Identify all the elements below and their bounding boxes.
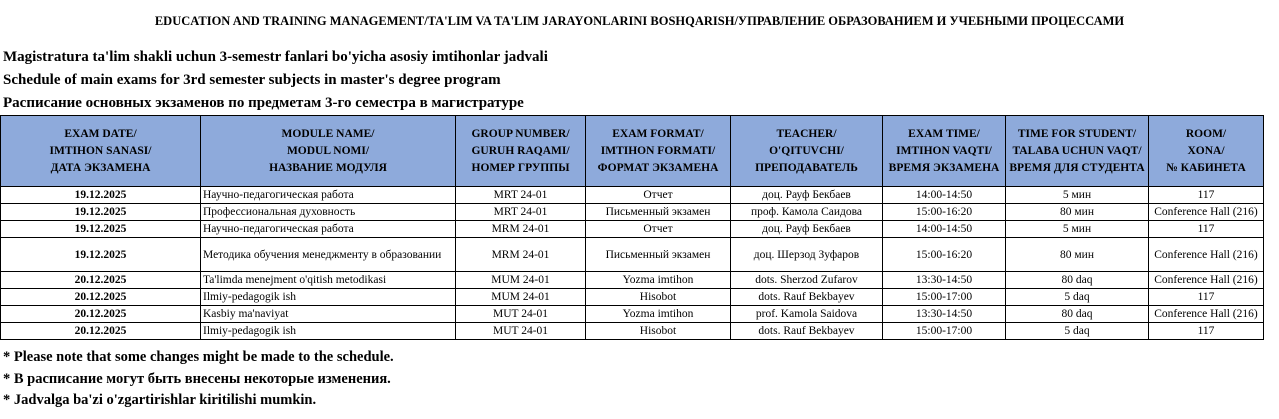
column-header-line: TALABA UCHUN VAQT/	[1012, 144, 1142, 157]
room-cell: Conference Hall (216)	[1149, 204, 1264, 221]
note-ru: * В расписание могут быть внесены некоторые изменения.	[3, 371, 391, 387]
module-name-cell: Ilmiy-pedagogik ish	[201, 289, 456, 306]
column-header-line: GROUP NUMBER/	[471, 127, 570, 140]
teacher-cell: dots. Sherzod Zufarov	[731, 272, 883, 289]
table-row	[1, 221, 1264, 238]
exam-format-cell: Отчет	[586, 221, 731, 238]
exam-format-cell: Yozma imtihon	[586, 306, 731, 323]
group-number-cell: MRT 24-01	[456, 204, 586, 221]
exam-format-cell: Hisobot	[586, 323, 731, 340]
exam-date-cell: 20.12.2025	[1, 272, 201, 289]
exam-time-cell: 15:00-16:20	[883, 204, 1006, 221]
column-header-line: НОМЕР ГРУППЫ	[471, 161, 570, 174]
teacher-cell: проф. Камола Саидова	[731, 204, 883, 221]
time-for-student-cell: 5 мин	[1006, 221, 1149, 238]
module-name-cell: Ilmiy-pedagogik ish	[201, 323, 456, 340]
exam-time-cell: 13:30-14:50	[883, 306, 1006, 323]
group-number-cell: MUT 24-01	[456, 306, 586, 323]
table-header-row	[1, 116, 1264, 187]
note-en: * Please note that some changes might be made to the schedule.	[3, 349, 394, 365]
subtitle-ru: Расписание основных экзаменов по предметам 3-го семестра в магистратуре	[3, 95, 524, 111]
time-for-student-cell: 80 мин	[1006, 238, 1149, 272]
column-header-line: GURUH RAQAMI/	[471, 144, 570, 157]
group-number-cell: MUM 24-01	[456, 272, 586, 289]
module-name-cell: Научно-педагогическая работа	[201, 187, 456, 204]
exam-time-cell: 14:00-14:50	[883, 187, 1006, 204]
exam-time-cell: 15:00-17:00	[883, 323, 1006, 340]
column-header-line: EXAM TIME/	[908, 127, 980, 140]
column-header-line: ДАТА ЭКЗАМЕНА	[50, 161, 151, 174]
exam-date-cell: 20.12.2025	[1, 289, 201, 306]
column-header-line: MODULE NAME/	[281, 127, 375, 140]
group-number-cell: MRT 24-01	[456, 187, 586, 204]
column-header-line: ВРЕМЯ ЭКЗАМЕНА	[888, 161, 1000, 174]
column-header-line: O'QITUVCHI/	[769, 144, 844, 157]
time-for-student-cell: 5 мин	[1006, 187, 1149, 204]
teacher-cell: доц. Рауф Бекбаев	[731, 221, 883, 238]
time-for-student-cell: 80 daq	[1006, 272, 1149, 289]
module-name-cell: Kasbiy ma'naviyat	[201, 306, 456, 323]
column-header-exam-date	[1, 116, 201, 187]
column-header-line: EXAM FORMAT/	[612, 127, 704, 140]
exam-date-cell: 19.12.2025	[1, 238, 201, 272]
table-row	[1, 238, 1264, 272]
column-header-line: № КАБИНЕТА	[1166, 161, 1246, 174]
column-header-line: ФОРМАТ ЭКЗАМЕНА	[597, 161, 719, 174]
table-row	[1, 187, 1264, 204]
module-name-cell: Профессиональная духовность	[201, 204, 456, 221]
exam-format-cell: Отчет	[586, 187, 731, 204]
module-name-cell: Научно-педагогическая работа	[201, 221, 456, 238]
exam-time-cell: 15:00-17:00	[883, 289, 1006, 306]
exam-time-cell: 14:00-14:50	[883, 221, 1006, 238]
teacher-cell: dots. Rauf Bekbayev	[731, 323, 883, 340]
subtitle-en: Schedule of main exams for 3rd semester subjects in master's degree program	[3, 72, 501, 88]
teacher-cell: prof. Kamola Saidova	[731, 306, 883, 323]
group-number-cell: MRM 24-01	[456, 221, 586, 238]
table-row	[1, 306, 1264, 323]
table-row	[1, 272, 1264, 289]
column-header-line: XONA/	[1187, 144, 1225, 157]
room-cell: 117	[1149, 289, 1264, 306]
column-header-room	[1149, 116, 1264, 187]
note-uz: * Jadvalga ba'zi o'zgartirishlar kiritilishi mumkin.	[3, 392, 317, 408]
exam-date-cell: 19.12.2025	[1, 204, 201, 221]
teacher-cell: доц. Шерзод Зуфаров	[731, 238, 883, 272]
exam-format-cell: Hisobot	[586, 289, 731, 306]
teacher-cell: доц. Рауф Бекбаев	[731, 187, 883, 204]
column-header-line: ВРЕМЯ ДЛЯ СТУДЕНТА	[1009, 161, 1145, 174]
column-header-line: IMTIHON FORMATI/	[600, 144, 716, 157]
room-cell: Conference Hall (216)	[1149, 272, 1264, 289]
column-header-exam-format	[586, 116, 731, 187]
column-header-time-for-student	[1006, 116, 1149, 187]
column-header-line: НАЗВАНИЕ МОДУЛЯ	[269, 161, 387, 174]
time-for-student-cell: 5 daq	[1006, 323, 1149, 340]
column-header-line: MODUL NOMI/	[286, 144, 370, 157]
column-header-module-name	[201, 116, 456, 187]
room-cell: Conference Hall (216)	[1149, 306, 1264, 323]
exam-time-cell: 15:00-16:20	[883, 238, 1006, 272]
exam-schedule-table	[0, 115, 1264, 340]
group-number-cell: MRM 24-01	[456, 238, 586, 272]
column-header-group-number	[456, 116, 586, 187]
column-header-line: IMTIHON SANASI/	[49, 144, 152, 157]
exam-date-cell: 20.12.2025	[1, 323, 201, 340]
column-header-line: TIME FOR STUDENT/	[1017, 127, 1137, 140]
module-name-cell: Ta'limda menejment o'qitish metodikasi	[201, 272, 456, 289]
module-name-cell: Методика обучения менеджменту в образовании	[201, 238, 456, 272]
room-cell: 117	[1149, 221, 1264, 238]
exam-format-cell: Yozma imtihon	[586, 272, 731, 289]
time-for-student-cell: 80 мин	[1006, 204, 1149, 221]
group-number-cell: MUM 24-01	[456, 289, 586, 306]
column-header-line: EXAM DATE/	[64, 127, 137, 140]
column-header-teacher	[731, 116, 883, 187]
column-header-line: IMTIHON VAQTI/	[896, 144, 992, 157]
teacher-cell: dots. Rauf Bekbayev	[731, 289, 883, 306]
column-header-line: ПРЕПОДАВАТЕЛЬ	[755, 161, 858, 174]
room-cell: Conference Hall (216)	[1149, 238, 1264, 272]
time-for-student-cell: 80 daq	[1006, 306, 1149, 323]
subtitle-uz: Magistratura ta'lim shakli uchun 3-semestr fanlari bo'yicha asosiy imtihonlar jadvali	[3, 49, 548, 65]
table-row	[1, 204, 1264, 221]
exam-date-cell: 19.12.2025	[1, 187, 201, 204]
exam-format-cell: Письменный экзамен	[586, 238, 731, 272]
room-cell: 117	[1149, 187, 1264, 204]
column-header-line: TEACHER/	[776, 127, 837, 140]
table-row	[1, 323, 1264, 340]
room-cell: 117	[1149, 323, 1264, 340]
time-for-student-cell: 5 daq	[1006, 289, 1149, 306]
table-row	[1, 289, 1264, 306]
column-header-line: ROOM/	[1185, 127, 1227, 140]
exam-time-cell: 13:30-14:50	[883, 272, 1006, 289]
page-title: EDUCATION AND TRAINING MANAGEMENT/TA'LIM VA TA'LIM JARAYONLARINI BOSHQARISH/УПРАВЛЕНИЕ ОБРАЗОВАНИЕМ И УЧЕБНЫМИ ПРОЦЕССАМИ	[154, 14, 1125, 28]
column-header-exam-time	[883, 116, 1006, 187]
group-number-cell: MUT 24-01	[456, 323, 586, 340]
exam-date-cell: 19.12.2025	[1, 221, 201, 238]
exam-date-cell: 20.12.2025	[1, 306, 201, 323]
exam-format-cell: Письменный экзамен	[586, 204, 731, 221]
